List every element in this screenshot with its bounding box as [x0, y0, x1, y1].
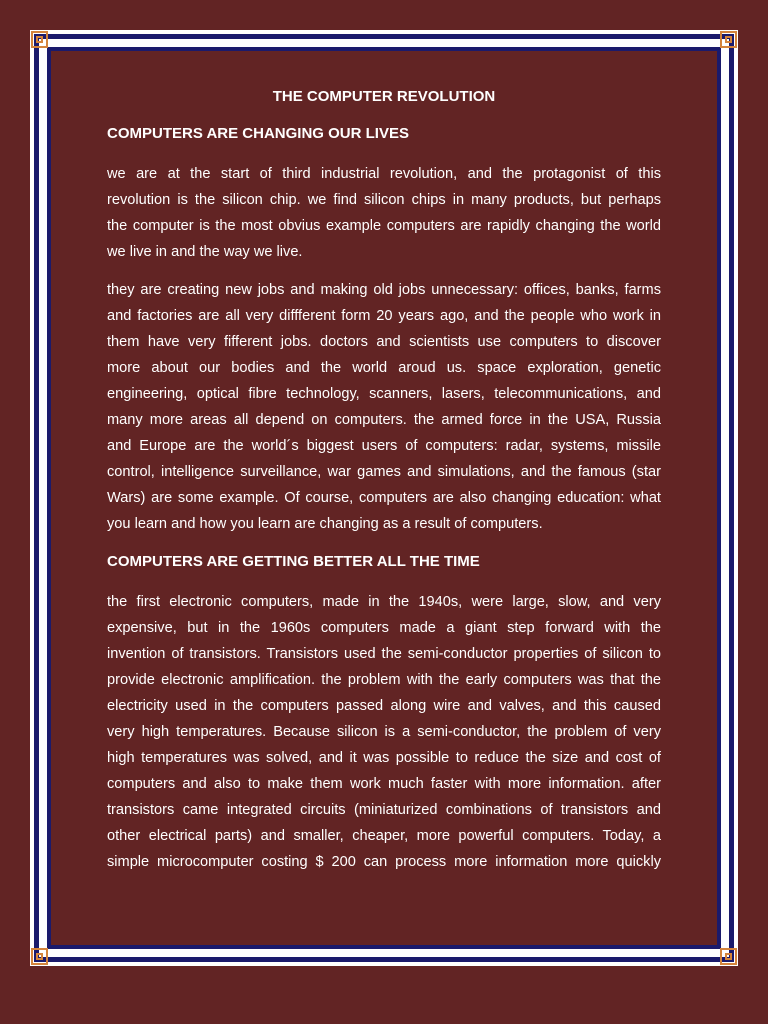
- text-line: invention of transistors. Transistors used the semi-conductor properties of silicon to: [107, 646, 661, 662]
- text-line: engineering, optical fibre technology, scanners, lasers, telecommunications, and: [107, 386, 661, 402]
- text-line: more about our bodies and the world aroud us. space exploration, genetic: [107, 360, 661, 376]
- page-border-frame: [30, 30, 738, 966]
- text-line: they are creating new jobs and making old jobs unnecessary: offices, banks, farms: [107, 282, 661, 298]
- text-line: you learn and how you learn are changing as a result of computers.: [107, 516, 543, 532]
- text-line: other electrical parts) and smaller, cheaper, more powerful computers. Today, a: [107, 828, 661, 844]
- section-heading-getting-better: COMPUTERS ARE GETTING BETTER ALL THE TIME: [107, 553, 480, 570]
- text-line: simple microcomputer costing $ 200 can process more information more quickly: [107, 854, 661, 870]
- text-line: we are at the start of third industrial revolution, and the protagonist of this: [107, 166, 661, 182]
- corner-ornament-top-left: [31, 31, 48, 48]
- text-line: computers and also to make them work much faster with more information. after: [107, 776, 661, 792]
- corner-ornament-detail: [36, 953, 43, 960]
- text-line: we live in and the way we live.: [107, 244, 303, 260]
- corner-ornament-top-right: [720, 31, 737, 48]
- text-line: revolution is the silicon chip. we find silicon chips in many products, but perhaps: [107, 192, 661, 208]
- document-title: THE COMPUTER REVOLUTION: [272, 88, 496, 105]
- text-line: control, intelligence surveillance, war games and simulations, and the famous (star: [107, 464, 661, 480]
- paragraph: [107, 277, 661, 537]
- corner-ornament-detail: [725, 36, 732, 43]
- text-line: electricity used in the computers passed along wire and valves, and this caused: [107, 698, 661, 714]
- text-line: Wars) are some example. Of course, computers are also changing education: what: [107, 490, 661, 506]
- border-navy-outer: [34, 34, 734, 962]
- border-navy-inner: [47, 47, 721, 949]
- text-line: high temperatures was solved, and it was possible to reduce the size and cost of: [107, 750, 661, 766]
- text-line: many more areas all depend on computers. the armed force in the USA, Russia: [107, 412, 661, 428]
- text-line: very high temperatures. Because silicon is a semi-conductor, the problem of very: [107, 724, 661, 740]
- corner-ornament-detail: [725, 953, 732, 960]
- paragraph: [107, 161, 661, 265]
- text-line: expensive, but in the 1960s computers made a giant step forward with the: [107, 620, 661, 636]
- document-body: [51, 51, 717, 945]
- corner-ornament-bottom-left: [31, 948, 48, 965]
- text-line: transistors came integrated circuits (miniaturized combinations of transistors and: [107, 802, 661, 818]
- text-line: the first electronic computers, made in the 1940s, were large, slow, and very: [107, 594, 661, 610]
- corner-ornament-detail: [36, 36, 43, 43]
- corner-ornament-bottom-right: [720, 948, 737, 965]
- text-line: and Europe are the world´s biggest users of computers: radar, systems, missile: [107, 438, 661, 454]
- paragraph: [107, 589, 661, 875]
- text-line: and factories are all very diffferent form 20 years ago, and the people who work in: [107, 308, 661, 324]
- text-line: them have very fifferent jobs. doctors and scientists use computers to discover: [107, 334, 661, 350]
- text-line: provide electronic amplification. the problem with the early computers was that the: [107, 672, 661, 688]
- border-white-band: [39, 39, 729, 957]
- section-heading-changing-lives: COMPUTERS ARE CHANGING OUR LIVES: [107, 125, 409, 142]
- text-line: the computer is the most obvius example computers are rapidly changing the world: [107, 218, 661, 234]
